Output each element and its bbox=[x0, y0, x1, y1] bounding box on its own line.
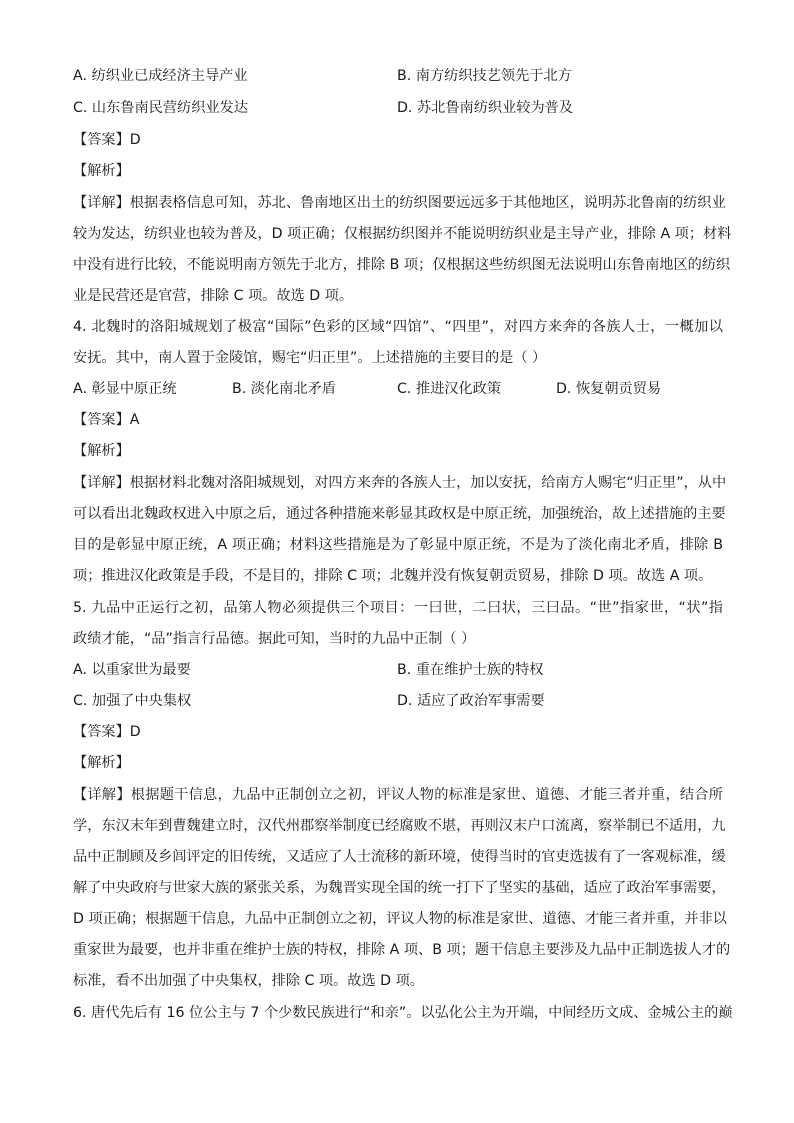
q4-option-d[interactable]: D. 恢复朝贡贸易 bbox=[556, 381, 662, 397]
q5-detail-line: 解了中央政府与世家大族的紧张关系，为魏晋实现全国的统一打下了坚实的基础，适应了政治军事需要， bbox=[73, 880, 726, 896]
q5-detail-line: 【详解】根据题干信息，九品中正制创立之初，评议人物的标准是家世、道德、才能三者并重，结合所 bbox=[73, 787, 723, 803]
q4-analysis-label: 【解析】 bbox=[73, 443, 130, 459]
q5-detail-line: 学，东汉末年到曹魏建立时，汉代州郡察举制度已经腐败不堪，再则汉末户口流离，察举制已不适用，九 bbox=[73, 818, 726, 834]
q5-option-b[interactable]: B. 重在维护士族的特权 bbox=[397, 662, 544, 678]
q3-detail-line: 中没有进行比较，不能说明南方领先于北方，排除 B 项；仅根据这些纺织图无法说明山东鲁南地区的纺织 bbox=[73, 257, 731, 273]
q5-option-a[interactable]: A. 以重家世为最要 bbox=[73, 662, 191, 678]
q3-option-a[interactable]: A. 纺织业已成经济主导产业 bbox=[73, 68, 248, 84]
q3-answer: 【答案】D bbox=[73, 132, 141, 148]
q3-option-b[interactable]: B. 南方纺织技艺领先于北方 bbox=[397, 68, 572, 84]
q3-detail-line: 较为发达，纺织业也较为普及，D 项正确；仅根据纺织图并不能说明纺织业是主导产业，排除 A 项；材料 bbox=[73, 226, 732, 242]
q5-stem-line: 5. 九品中正运行之初，品第人物必须提供三个项目：一曰世，二曰状，三曰品。“世”指家世，“状”指 bbox=[73, 600, 723, 616]
q5-stem-line: 政绩才能，“品”指言行品德。据此可知，当时的九品中正制（ ） bbox=[73, 631, 476, 647]
q4-detail-line: 【详解】根据材料北魏对洛阳城规划，对四方来奔的各族人士，加以安抚，给南方人赐宅“归正里”，从中 bbox=[73, 475, 727, 491]
q4-answer: 【答案】A bbox=[73, 412, 140, 428]
q4-option-b[interactable]: B. 淡化南北矛盾 bbox=[232, 381, 336, 397]
q5-detail-line: 重家世为最要，也并非重在维护士族的特权，排除 A 项、B 项；题干信息主要涉及九品中正制选拔人才的 bbox=[73, 942, 731, 958]
q4-detail-line: 可以看出北魏政权进入中原之后，通过各种措施来彰显其政权是中原正统，加强统治，故上述措施的主要 bbox=[73, 506, 726, 522]
q3-option-c[interactable]: C. 山东鲁南民营纺织业发达 bbox=[73, 100, 248, 116]
q4-detail-line: 项；推进汉化政策是手段，不是目的，排除 C 项；北魏并没有恢复朝贡贸易，排除 D 项。故选 A 项。 bbox=[73, 568, 713, 584]
q5-option-c[interactable]: C. 加强了中央集权 bbox=[73, 693, 192, 709]
q3-detail-line: 【详解】根据表格信息可知，苏北、鲁南地区出土的纺织图要远远多于其他地区，说明苏北鲁南的纺织业 bbox=[73, 195, 726, 211]
q5-answer: 【答案】D bbox=[73, 724, 141, 740]
q6-stem-line: 6. 唐代先后有 16 位公主与 7 个少数民族进行“和亲”。以弘化公主为开端，中间经历文成、金城公主的巅 bbox=[73, 1005, 733, 1021]
q3-analysis-label: 【解析】 bbox=[73, 163, 130, 179]
q4-detail-line: 目的是彰显中原正统，A 项正确；材料这些措施是为了彰显中原正统，不是为了淡化南北矛盾，排除 B bbox=[73, 537, 723, 553]
q4-stem-line: 安抚。其中，南人置于金陵馆，赐宅“归正里”。上述措施的主要目的是（ ） bbox=[73, 350, 547, 366]
q5-detail-line: 标准，看不出加强了中央集权，排除 C 项。故选 D 项。 bbox=[73, 973, 424, 989]
q3-option-d[interactable]: D. 苏北鲁南纺织业较为普及 bbox=[397, 100, 574, 116]
q3-detail-line: 业是民营还是官营，排除 C 项。故选 D 项。 bbox=[73, 288, 354, 304]
q5-detail-line: 品中正制顾及乡闾评定的旧传统，又适应了人士流移的新环境，使得当时的官吏选拔有了一客观标准，缓 bbox=[73, 849, 726, 865]
q5-analysis-label: 【解析】 bbox=[73, 755, 130, 771]
q5-option-d[interactable]: D. 适应了政治军事需要 bbox=[397, 693, 545, 709]
q5-detail-line: D 项正确；根据题干信息，九品中正制创立之初，评议人物的标准是家世、道德、才能三者并重，并非以 bbox=[73, 911, 727, 927]
q4-option-a[interactable]: A. 彰显中原正统 bbox=[73, 381, 177, 397]
q4-stem-line: 4. 北魏时的洛阳城规划了极富“国际”色彩的区域“四馆”、“四里”，对四方来奔的各族人士，一概加以 bbox=[73, 319, 723, 335]
q4-option-c[interactable]: C. 推进汉化政策 bbox=[397, 381, 502, 397]
